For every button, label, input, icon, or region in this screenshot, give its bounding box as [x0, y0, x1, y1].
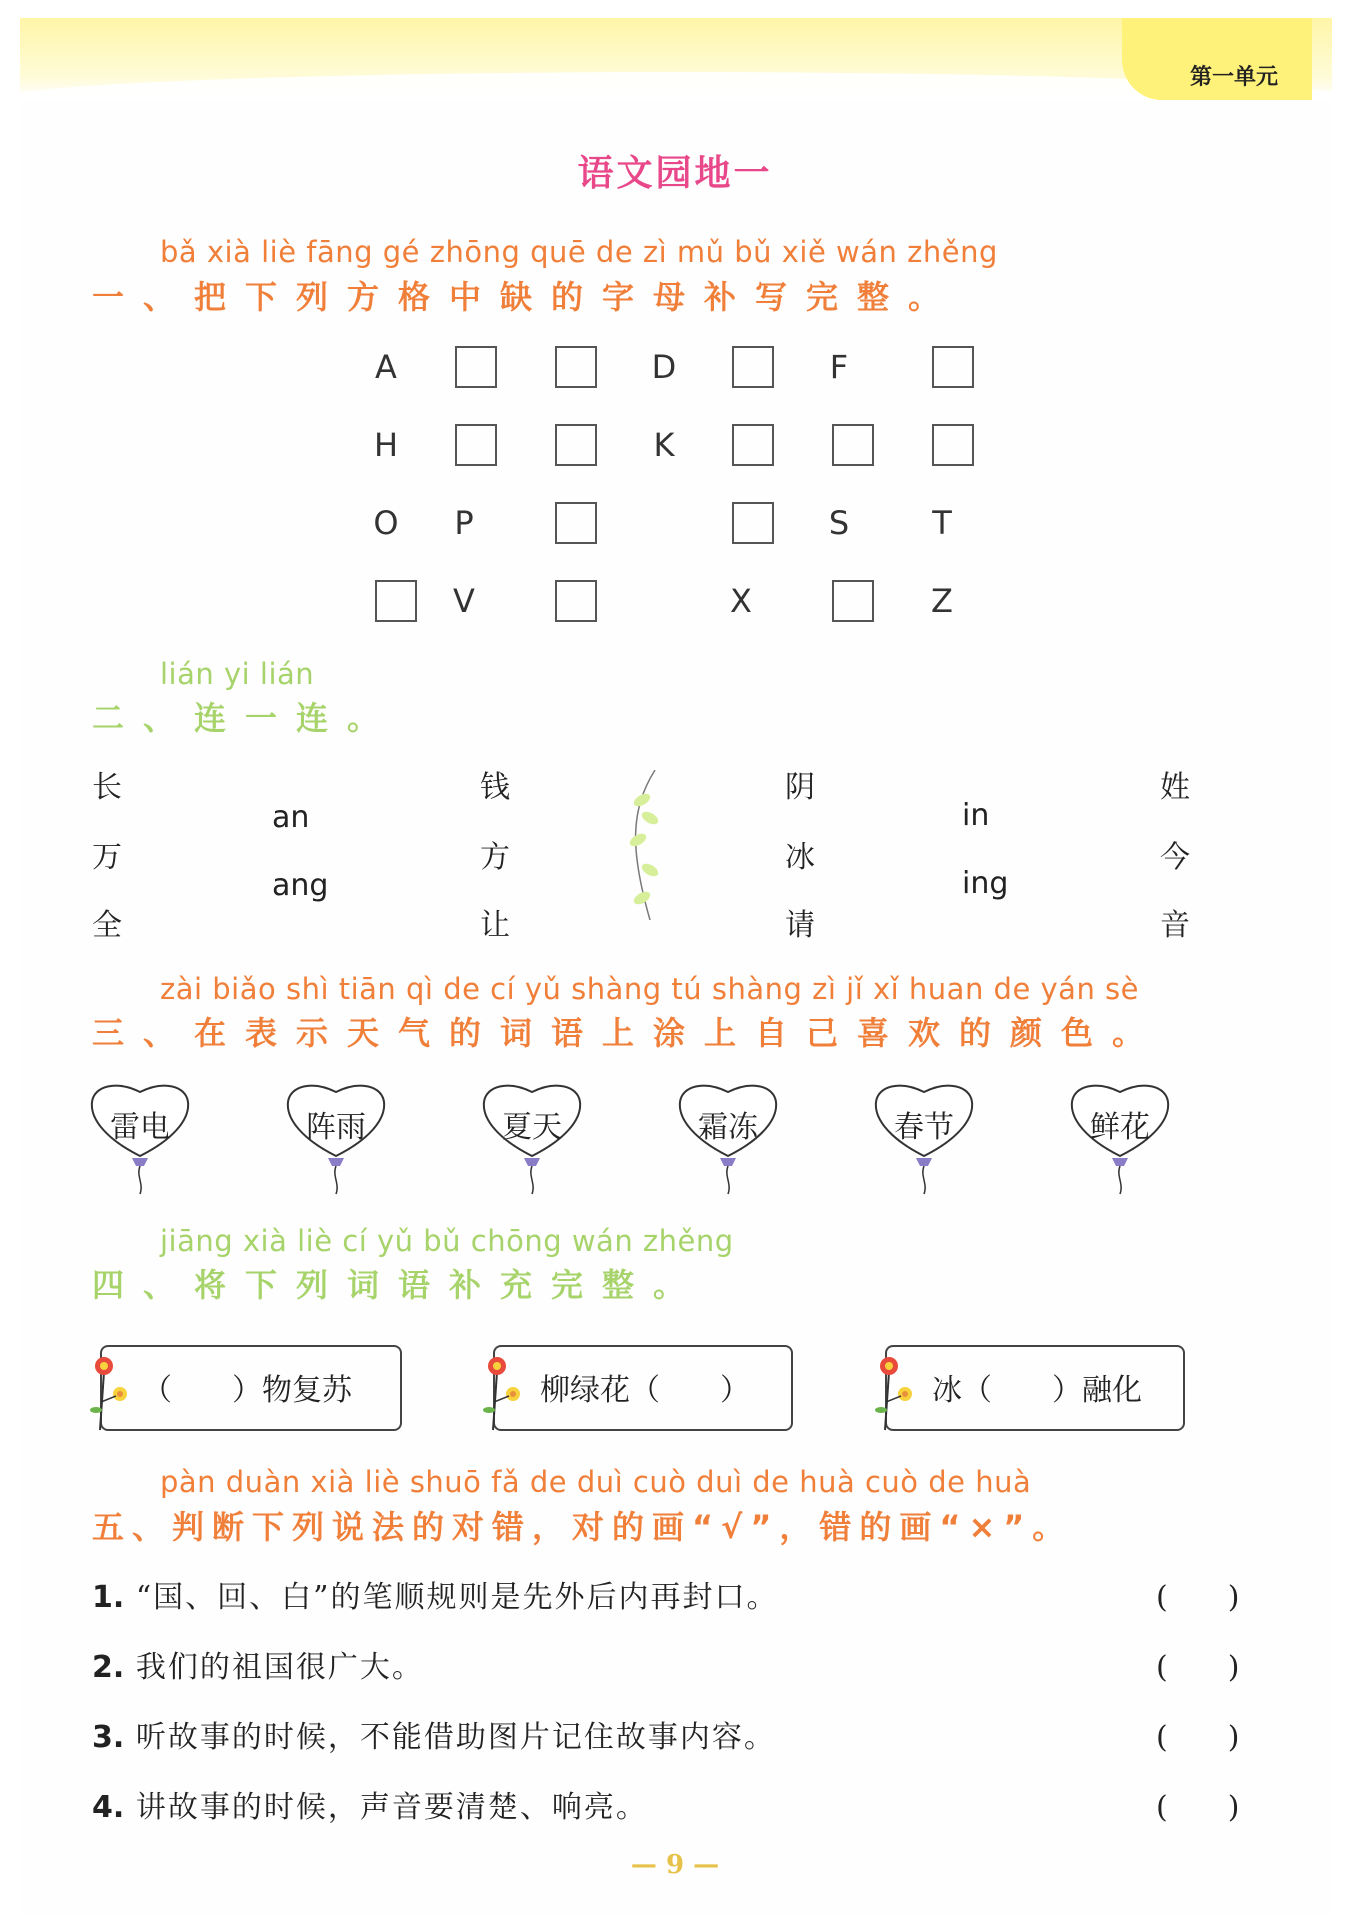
letter-blank-box[interactable]: [732, 346, 774, 388]
letter-blank-box[interactable]: [832, 580, 874, 622]
item-number: 4.: [92, 1790, 125, 1825]
word-fill-blank[interactable]: （ ）物复苏: [142, 1373, 352, 1408]
unit-label: 第一单元: [1189, 65, 1278, 90]
letter: D: [651, 348, 677, 386]
balloon-word[interactable]: [88, 1080, 198, 1200]
judgment-item: [92, 1782, 648, 1826]
match-pinyin[interactable]: ing: [962, 866, 1009, 901]
letter-blank-box[interactable]: [455, 346, 497, 388]
match-char[interactable]: 让: [480, 908, 510, 943]
letter: Z: [931, 582, 953, 620]
answer-parentheses[interactable]: ( ): [1156, 1720, 1240, 1755]
letter: T: [932, 504, 952, 542]
section1-pinyin: bǎ xià liè fāng gé zhōng quē de zì mǔ bǔ xiě wán zhěng: [160, 235, 998, 269]
balloon-label: 夏天: [502, 1110, 562, 1145]
balloon-word[interactable]: [480, 1080, 590, 1200]
letter-blank-box[interactable]: [555, 346, 597, 388]
header-banner: [20, 18, 1332, 100]
section5-pinyin: pàn duàn xià liè shuō fǎ de duì cuò duì de huà cuò de huà: [160, 1465, 1032, 1499]
match-char[interactable]: 阴: [785, 770, 815, 805]
letter: K: [653, 426, 675, 464]
match-pinyin[interactable]: an: [272, 800, 310, 835]
flower-icon: [88, 1352, 132, 1432]
match-char[interactable]: 音: [1160, 908, 1190, 943]
section5-heading: 五、判断下列说法的对错，对的画“√”，错的画“×”。: [92, 1508, 1073, 1546]
section3-pinyin: zài biǎo shì tiān qì de cí yǔ shàng tú shàng zì jǐ xǐ huan de yán sè: [160, 972, 1140, 1006]
item-text: 我们的祖国很广大。: [135, 1650, 424, 1685]
letter-blank-box[interactable]: [455, 424, 497, 466]
item-number: 2.: [92, 1650, 125, 1685]
letter-blank-box[interactable]: [932, 346, 974, 388]
letter-blank-box[interactable]: [555, 502, 597, 544]
judgment-item: [92, 1572, 779, 1616]
letter: X: [730, 582, 752, 620]
balloon-word[interactable]: [1068, 1080, 1178, 1200]
letter-blank-box[interactable]: [932, 424, 974, 466]
match-char[interactable]: 全: [92, 908, 122, 943]
item-text: “国、回、白”的笔顺规则是先外后内再封口。: [135, 1580, 779, 1615]
answer-parentheses[interactable]: ( ): [1156, 1790, 1240, 1825]
match-pinyin[interactable]: in: [962, 798, 990, 833]
balloon-label: 雷电: [110, 1110, 170, 1145]
section2-pinyin: lián yi lián: [160, 657, 315, 691]
letter: O: [373, 504, 399, 542]
match-char[interactable]: 钱: [480, 770, 510, 805]
flower-icon: [481, 1352, 525, 1432]
match-char[interactable]: 姓: [1160, 770, 1190, 805]
letter: H: [373, 426, 399, 464]
vine-divider-icon: [620, 770, 680, 920]
balloon-label: 春节: [894, 1110, 954, 1145]
answer-parentheses[interactable]: ( ): [1156, 1650, 1240, 1685]
balloon-word[interactable]: [872, 1080, 982, 1200]
item-text: 听故事的时候，不能借助图片记住故事内容。: [135, 1720, 776, 1755]
judgment-item: [92, 1642, 424, 1686]
item-number: 3.: [92, 1720, 125, 1755]
letter-blank-box[interactable]: [555, 580, 597, 622]
letter-blank-box[interactable]: [375, 580, 417, 622]
match-char[interactable]: 请: [785, 908, 815, 943]
flower-icon: [873, 1352, 917, 1432]
match-char[interactable]: 冰: [785, 840, 815, 875]
match-pinyin[interactable]: ang: [272, 868, 329, 903]
judgment-item: [92, 1712, 776, 1756]
letter: S: [828, 504, 850, 542]
section3-heading: 三、在表示天气的词语上涂上自己喜欢的颜色。: [92, 1014, 1164, 1052]
page-title: 语文园地一: [577, 152, 773, 194]
letter-blank-box[interactable]: [732, 502, 774, 544]
page-number: — 9 —: [630, 1850, 720, 1880]
letter-blank-box[interactable]: [555, 424, 597, 466]
match-char[interactable]: 长: [92, 770, 122, 805]
balloon-label: 阵雨: [306, 1110, 366, 1145]
letter: A: [375, 348, 397, 386]
match-char[interactable]: 今: [1160, 840, 1190, 875]
letter: V: [453, 582, 475, 620]
word-fill-blank[interactable]: 柳绿花（ ）: [540, 1373, 750, 1408]
balloon-word[interactable]: [676, 1080, 786, 1200]
letter-blank-box[interactable]: [732, 424, 774, 466]
match-char[interactable]: 万: [92, 840, 122, 875]
section4-heading: 四、将下列词语补充完整。: [92, 1266, 705, 1304]
balloon-word[interactable]: [284, 1080, 394, 1200]
letter: P: [454, 504, 474, 542]
item-number: 1.: [92, 1580, 125, 1615]
letter-blank-box[interactable]: [832, 424, 874, 466]
answer-parentheses[interactable]: ( ): [1156, 1580, 1240, 1615]
letter: F: [829, 348, 849, 386]
section1-heading: 一、把下列方格中缺的字母补写完整。: [92, 278, 960, 316]
section4-pinyin: jiāng xià liè cí yǔ bǔ chōng wán zhěng: [160, 1224, 734, 1258]
word-fill-blank[interactable]: 冰（ ）融化: [932, 1373, 1142, 1408]
item-text: 讲故事的时候，声音要清楚、响亮。: [135, 1790, 648, 1825]
match-char[interactable]: 方: [480, 840, 510, 875]
balloon-label: 鲜花: [1090, 1110, 1150, 1145]
balloon-label: 霜冻: [698, 1110, 758, 1145]
section2-heading: 二、连一连。: [92, 699, 399, 737]
